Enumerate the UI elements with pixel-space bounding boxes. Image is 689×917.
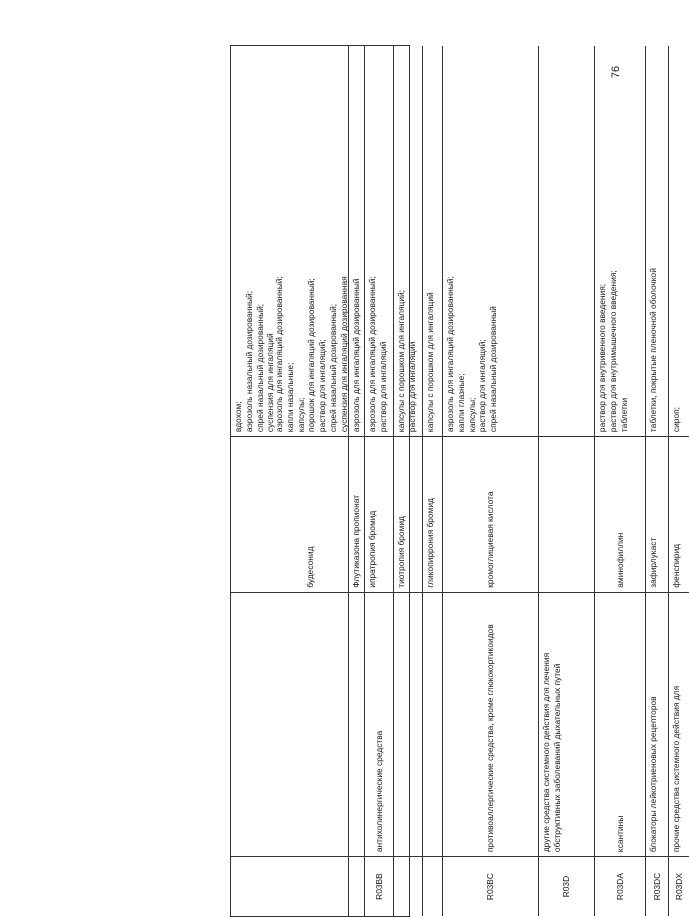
form-line: спрей назальный дозированный;	[327, 303, 338, 433]
form-line: капсулы с порошком для ингаляций	[425, 292, 435, 433]
forms-cell	[646, 46, 668, 436]
group-cell	[349, 592, 364, 856]
atc-code-cell	[349, 856, 364, 916]
page-number: 76	[610, 65, 622, 79]
form-line: спрей назальный дозированный	[488, 306, 498, 433]
form-line: капли глазные;	[455, 373, 466, 433]
table-row	[539, 46, 595, 916]
table-row	[231, 46, 276, 916]
form-line: аэрозоль для ингаляций дозированный;	[367, 276, 377, 433]
atc-code-cell: R03DC	[646, 856, 668, 916]
group-cell	[231, 592, 272, 856]
form-line: раствор для ингаляций;	[477, 339, 488, 433]
atc-code-cell	[272, 856, 348, 916]
substance-cell: кромоглициевая кислота	[443, 436, 538, 592]
table-row	[646, 46, 669, 916]
table-row	[349, 46, 365, 916]
atc-code-cell	[423, 856, 442, 916]
group-cell	[272, 592, 348, 856]
group-cell: ксантины	[595, 592, 645, 856]
form-line: таблетки	[618, 397, 629, 433]
substance-cell: ипратропия бромид	[365, 436, 393, 592]
group-cell	[394, 592, 422, 856]
group-cell: другие средства системного действия для лечения обструктивных заболеваний дыхательных путей	[539, 592, 594, 856]
substance-cell: гликопиррония бромид	[423, 436, 442, 592]
table-row	[272, 46, 349, 916]
atc-code-cell: R03DX	[669, 856, 689, 916]
substance-cell: тиотропия бромид	[394, 436, 422, 592]
forms-cell	[365, 46, 393, 436]
substance-cell: Флутиказона пропионат	[349, 436, 364, 592]
form-line: капсулы;	[295, 397, 306, 433]
form-line: раствор для внутривенного введения;	[597, 283, 607, 433]
forms-cell	[669, 46, 689, 436]
table-row	[365, 46, 394, 916]
substance-cell: будесонид	[272, 436, 348, 592]
form-line: порошок для ингаляций дозированный;	[306, 278, 317, 433]
substance-cell: аминофиллин	[595, 436, 645, 592]
forms-cell	[349, 46, 364, 436]
form-line: вдохом;	[233, 401, 243, 433]
table-row	[595, 46, 646, 916]
substance-cell: фенспирид	[669, 436, 689, 592]
substance-cell: зафирлукаст	[646, 436, 668, 592]
table-row	[443, 46, 539, 916]
form-line: раствор для ингаляций	[377, 341, 388, 433]
form-line: раствор для внутримышечного введения;	[607, 270, 618, 433]
form-line: спрей назальный дозированный;	[254, 303, 265, 433]
forms-cell	[272, 46, 348, 436]
atc-code-cell: R03BB	[365, 856, 393, 916]
atc-code-cell	[231, 856, 272, 916]
atc-code-cell: R03D	[539, 856, 594, 916]
form-line: капли назальные;	[284, 362, 295, 433]
atc-code-cell	[394, 856, 422, 916]
form-line: аэрозоль для ингаляций дозированный;	[445, 276, 455, 433]
form-line: аэрозоль для ингаляций дозированный	[351, 278, 361, 433]
form-line: суспензия для ингаляций дозированная	[338, 276, 349, 433]
form-line: раствор для ингаляций	[406, 341, 417, 433]
atc-code-cell: R03BC	[443, 856, 538, 916]
form-line: капсулы с порошком для ингаляций;	[396, 290, 406, 433]
table-row	[423, 46, 443, 916]
form-line: аэрозоль назальный дозированный;	[243, 290, 254, 433]
form-line: таблетки, покрытые пленочной оболочкой	[648, 268, 658, 433]
form-line: раствор для ингаляций;	[317, 339, 327, 433]
form-line: суспензия для ингаляций	[265, 333, 276, 433]
forms-cell	[443, 46, 538, 436]
group-cell: противоаллергические средства, кроме глюкокортикоидов	[443, 592, 538, 856]
substance-cell	[231, 436, 272, 592]
group-cell: прочие средства системного действия для	[669, 592, 689, 856]
forms-cell	[394, 46, 422, 436]
form-line: аэрозоль для ингаляций дозированный;	[274, 276, 284, 433]
forms-cell	[423, 46, 442, 436]
forms-cell	[539, 46, 594, 436]
group-cell: антихолинергические средства	[365, 592, 393, 856]
table-row	[669, 46, 689, 916]
form-line: капсулы;	[466, 397, 477, 433]
substance-cell	[539, 436, 594, 592]
atc-code-cell: R03DA	[595, 856, 645, 916]
forms-cell	[595, 46, 645, 436]
group-cell: блокаторы лейкотриеновых рецепторов	[646, 592, 668, 856]
group-cell	[423, 592, 442, 856]
forms-cell	[231, 46, 276, 436]
table-row	[394, 46, 423, 916]
form-line: сироп;	[671, 407, 681, 433]
